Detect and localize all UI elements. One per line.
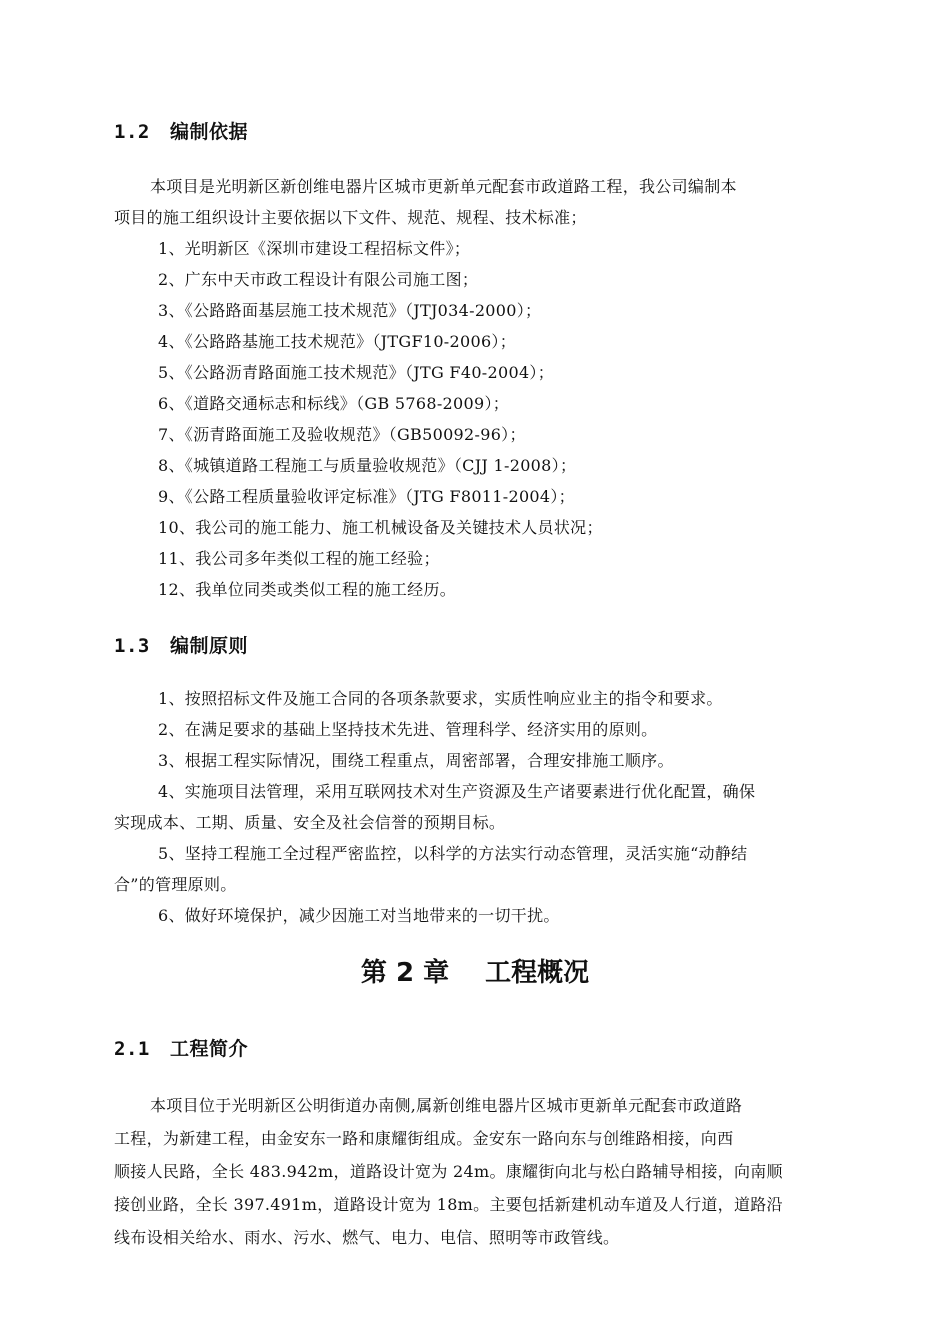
list-item: 2、在满足要求的基础上坚持技术先进、管理科学、经济实用的原则。 <box>158 720 658 739</box>
list-item: 5、坚持工程施工全过程严密监控，以科学的方法实行动态管理，灵活实施“动静结 <box>158 844 748 863</box>
list-item: 11、我公司多年类似工程的施工经验； <box>158 549 440 568</box>
list-item: 12、我单位同类或类似工程的施工经历。 <box>158 580 457 599</box>
section-number: 1.2 <box>114 121 150 143</box>
section-heading-2-1 <box>114 1034 248 1061</box>
list-item: 7、《沥青路面施工及验收规范》（GB50092-96）； <box>158 425 526 444</box>
list-item: 4、实施项目法管理，采用互联网技术对生产资源及生产诸要素进行优化配置，确保 <box>158 782 756 801</box>
list-item: 5、《公路沥青路面施工技术规范》（JTG F40-2004）； <box>158 363 555 382</box>
section-title: 工程简介 <box>170 1038 249 1060</box>
list-item: 2、广东中天市政工程设计有限公司施工图； <box>158 270 479 289</box>
paragraph-line: 项目的施工组织设计主要依据以下文件、规范、规程、技术标准； <box>114 208 587 227</box>
section-heading-1-2 <box>114 117 248 144</box>
list-item: 8、《城镇道路工程施工与质量验收规范》（CJJ 1-2008）； <box>158 456 577 475</box>
list-item: 1、光明新区《深圳市建设工程招标文件》； <box>158 239 471 258</box>
list-item: 6、做好环境保护，减少因施工对当地带来的一切干扰。 <box>158 906 560 925</box>
section-title: 编制原则 <box>170 635 249 657</box>
list-item: 10、我公司的施工能力、施工机械设备及关键技术人员状况； <box>158 518 603 537</box>
list-item: 1、按照招标文件及施工合同的各项条款要求，实质性响应业主的指令和要求。 <box>158 689 723 708</box>
list-item-continuation: 合”的管理原则。 <box>114 875 237 894</box>
list-item: 3、根据工程实际情况，围绕工程重点，周密部署，合理安排施工顺序。 <box>158 751 674 770</box>
paragraph-line: 线布设相关给水、雨水、污水、燃气、电力、电信、照明等市政管线。 <box>114 1228 620 1247</box>
chapter-heading <box>0 952 950 989</box>
paragraph-line: 顺接人民路，全长 483.942m，道路设计宽为 24m。康耀街向北与松白路辅导相接，向南顺 <box>114 1162 783 1181</box>
paragraph-line: 本项目是光明新区新创维电器片区城市更新单元配套市政道路工程，我公司编制本 <box>150 177 737 196</box>
section-heading-1-3 <box>114 631 248 658</box>
list-item-continuation: 实现成本、工期、质量、安全及社会信誉的预期目标。 <box>114 813 506 832</box>
paragraph-line: 本项目位于光明新区公明街道办南侧,属新创维电器片区城市更新单元配套市政道路 <box>150 1096 743 1115</box>
chapter-title: 工程概况 <box>485 958 590 988</box>
chapter-number: 第 2 章 <box>360 958 450 988</box>
section-number: 2.1 <box>114 1038 150 1060</box>
section-number: 1.3 <box>114 635 150 657</box>
list-item: 9、《公路工程质量验收评定标准》（JTG F8011-2004）； <box>158 487 575 506</box>
paragraph-line: 工程，为新建工程，由金安东一路和康耀街组成。金安东一路向东与创维路相接，向西 <box>114 1129 734 1148</box>
list-item: 4、《公路路基施工技术规范》（JTGF10-2006）； <box>158 332 517 351</box>
list-item: 6、《道路交通标志和标线》（GB 5768-2009）； <box>158 394 510 413</box>
paragraph-line: 接创业路，全长 397.491m，道路设计宽为 18m。主要包括新建机动车道及人行道，道路沿 <box>114 1195 783 1214</box>
section-title: 编制依据 <box>170 121 249 143</box>
list-item: 3、《公路路面基层施工技术规范》（JTJ034-2000）； <box>158 301 542 320</box>
